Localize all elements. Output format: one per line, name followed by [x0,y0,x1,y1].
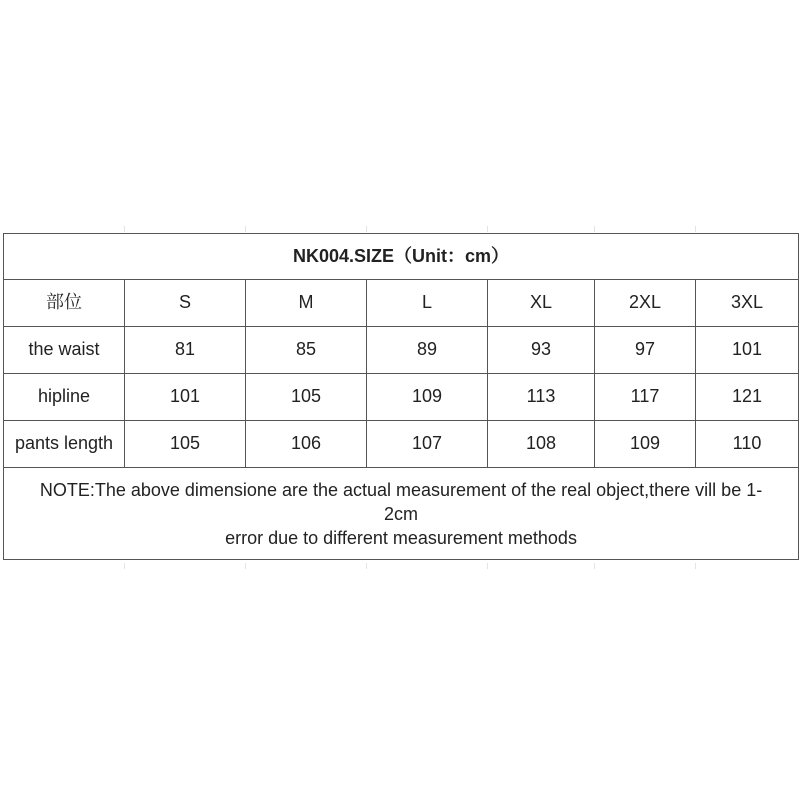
table-cell: 101 [696,327,799,374]
table-cell: 93 [488,327,595,374]
note-line-2: 2cm [384,503,419,524]
title-row [4,234,799,280]
table-title: NK004.SIZE（Unit：cm） [4,234,799,280]
table-cell: 121 [696,374,799,421]
table-cell: 117 [595,374,696,421]
header-row [4,280,799,327]
table-cell: 110 [696,421,799,468]
tick-mark [487,226,488,232]
tick-mark [366,226,367,232]
row-label: pants length [4,421,125,468]
table-cell: 85 [246,327,367,374]
table-cell: 105 [246,374,367,421]
tick-mark [695,563,696,569]
tick-mark [366,563,367,569]
table-cell: 108 [488,421,595,468]
size-header-xl: XL [488,280,595,327]
table-cell: 106 [246,421,367,468]
table-cell: 107 [367,421,488,468]
size-header-2xl: 2XL [595,280,696,327]
note-line-3: error due to different measurement methods [225,527,577,548]
header-label: 部位 [4,280,125,327]
tick-mark [594,226,595,232]
table-cell: 109 [367,374,488,421]
note-row [4,468,799,560]
size-header-m: M [246,280,367,327]
size-header-l: L [367,280,488,327]
table-cell: 113 [488,374,595,421]
table-row-pants-length [4,421,799,468]
tick-mark [695,226,696,232]
row-label: hipline [4,374,125,421]
tick-mark [594,563,595,569]
table-cell: 109 [595,421,696,468]
size-header-3xl: 3XL [696,280,799,327]
row-label: the waist [4,327,125,374]
table-cell: 97 [595,327,696,374]
measurement-note [4,468,799,560]
note-line-1: NOTE:The above dimensione are the actual measurement of the real object,there vill be 1- [39,479,763,500]
table-cell: 101 [125,374,246,421]
table-cell: 105 [125,421,246,468]
size-header-s: S [125,280,246,327]
table-cell: 81 [125,327,246,374]
tick-mark [124,226,125,232]
tick-mark [245,563,246,569]
table-row-waist [4,327,799,374]
table-cell: 89 [367,327,488,374]
table-row-hipline [4,374,799,421]
size-chart-table [3,233,799,560]
tick-mark [487,563,488,569]
tick-mark [124,563,125,569]
tick-mark [245,226,246,232]
